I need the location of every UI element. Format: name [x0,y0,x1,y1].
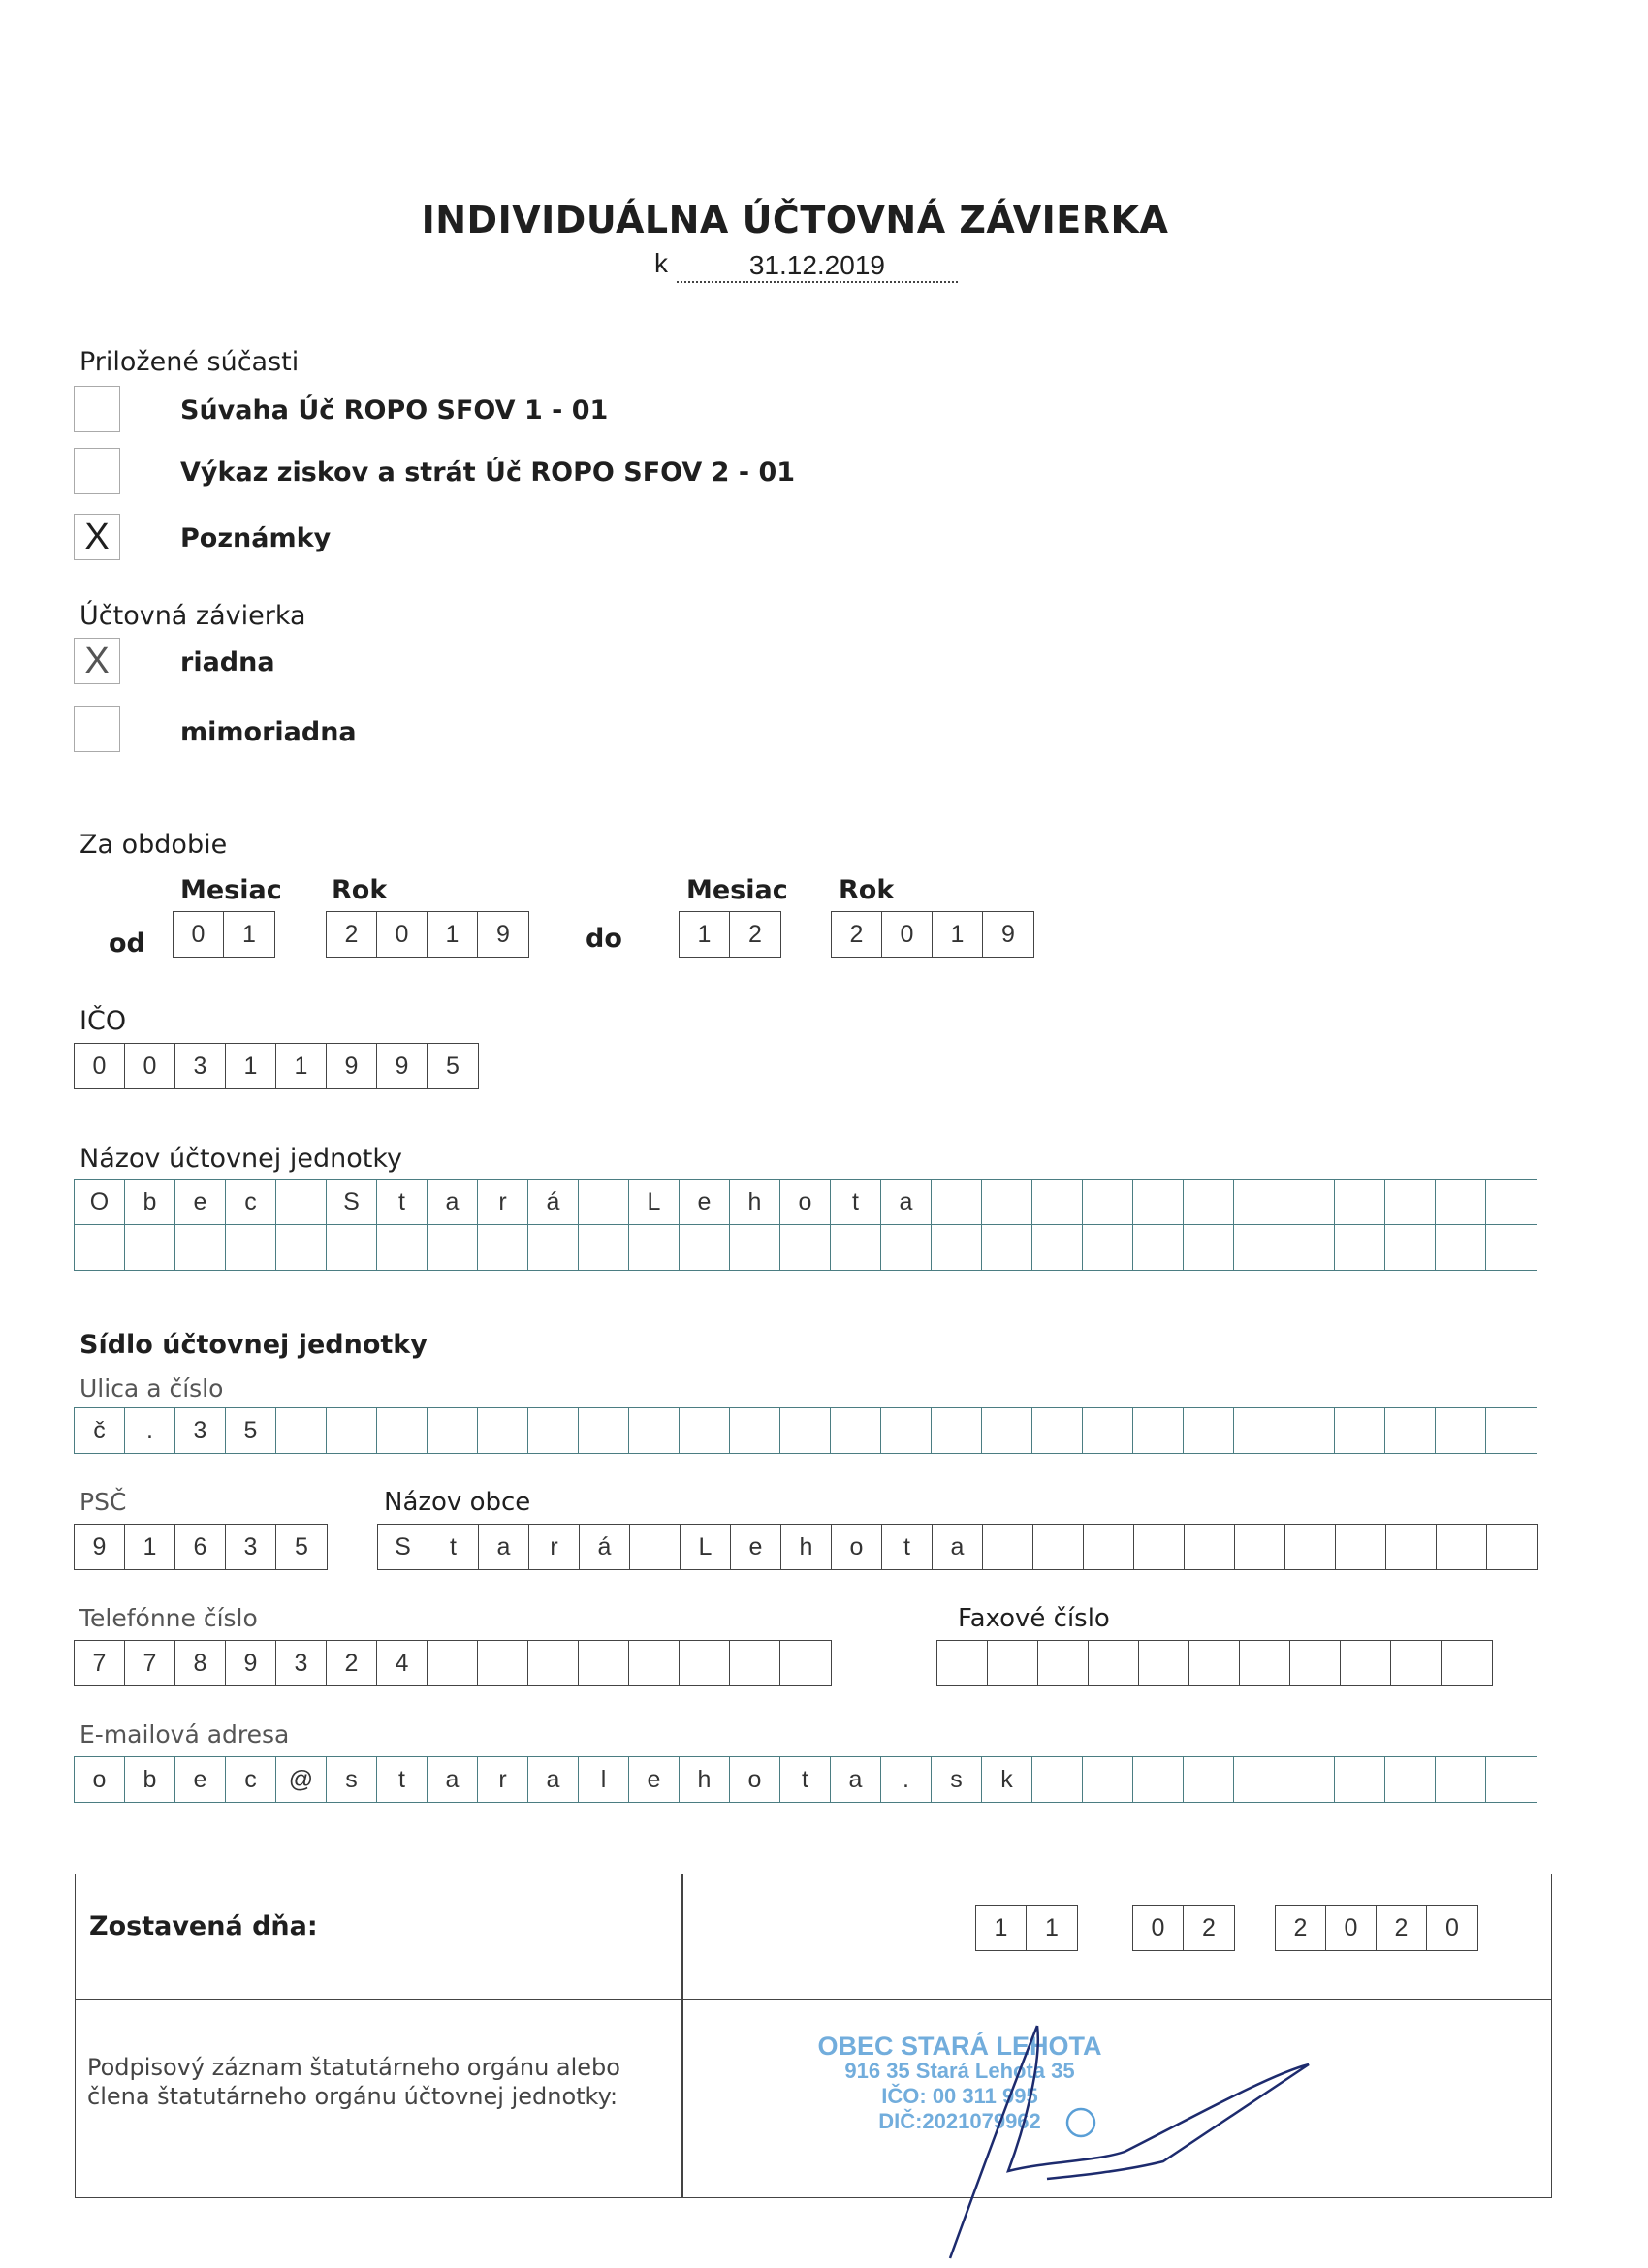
name-label: Názov účtovnej jednotky [79,1144,402,1174]
digit-cell: 0 [174,912,224,957]
city-char-cell [1336,1525,1386,1569]
street-char-cell: č [75,1408,125,1453]
ico-label: IČO [79,1006,127,1036]
email-char-cell [1335,1757,1385,1802]
name-char-cell [276,1225,327,1270]
checkbox-income-statement-label: Výkaz ziskov a strát Úč ROPO SFOV 2 - 01 [180,457,796,488]
street-char-cell [780,1408,831,1453]
digit-cell: 2 [832,912,882,957]
phone-digit-cell: 3 [276,1641,327,1685]
street-char-cell [932,1408,982,1453]
digit-cell: 2 [327,912,377,957]
fax-digit-cell [1240,1641,1290,1685]
phone-digit-cell: 7 [75,1641,125,1685]
street-char-cell [730,1408,780,1453]
from-month-field[interactable] [173,911,275,958]
digit-cell: 0 [377,912,428,957]
fax-label: Faxové číslo [958,1604,1110,1633]
city-char-cell [1386,1525,1437,1569]
name-char-cell [982,1225,1032,1270]
name-char-cell [982,1180,1032,1224]
email-char-cell: k [982,1757,1032,1802]
digit-cell: 2 [1202,1914,1216,1941]
digit-cell: 1 [933,912,983,957]
name-char-cell [579,1180,629,1224]
street-char-cell [377,1408,428,1453]
name-char-cell [680,1225,730,1270]
city-char-cell [1235,1525,1285,1569]
email-char-cell [1385,1757,1436,1802]
email-char-cell [1436,1757,1486,1802]
psc-label: PSČ [79,1488,127,1516]
period-label: Za obdobie [79,830,228,860]
phone-digit-cell: 8 [175,1641,226,1685]
digit-cell: 1 [976,1906,1027,1950]
phone-digit-cell: 2 [327,1641,377,1685]
city-char-cell [1134,1525,1185,1569]
digit-cell: 9 [496,921,510,948]
digit-cell: 0 [882,912,933,957]
name-char-cell: t [831,1180,881,1224]
city-char-cell: h [781,1525,832,1569]
city-char-cell: o [832,1525,882,1569]
digit-cell: 1 [242,921,256,948]
street-char-cell [1133,1408,1184,1453]
name-char-cell: e [175,1180,226,1224]
phone-digit-cell [680,1641,730,1685]
name-char-cell [1184,1225,1234,1270]
email-char-cell [1083,1757,1133,1802]
fax-digit-cell [1290,1641,1341,1685]
to-year-label: Rok [839,875,895,905]
city-char-cell [1185,1525,1235,1569]
fax-digit-cell [1139,1641,1189,1685]
fax-digit-cell [1442,1641,1492,1685]
name-char-cell [1284,1225,1335,1270]
ico-digit-cell: 9 [327,1044,377,1088]
email-char-cell: c [226,1757,276,1802]
name-char-cell [528,1225,579,1270]
phone-label: Telefónne číslo [79,1604,258,1632]
name-char-cell: o [780,1180,831,1224]
street-char-cell [1385,1408,1436,1453]
fax-digit-cell [1341,1641,1391,1685]
phone-field[interactable] [74,1640,832,1686]
street-char-cell [428,1408,478,1453]
fax-digit-cell [937,1641,988,1685]
fax-digit-cell [1189,1641,1240,1685]
compiled-month-field[interactable] [1132,1905,1235,1951]
to-year-field[interactable] [831,911,1034,958]
email-char-cell: r [478,1757,528,1802]
city-char-cell [1084,1525,1134,1569]
name-char-cell: á [528,1180,579,1224]
stamp-line-2: 916 35 Stará Lehota 35 [844,2059,1075,2083]
name-field[interactable] [74,1179,1537,1271]
ico-digit-cell: 0 [75,1044,125,1088]
psc-digit-cell: 1 [125,1525,175,1569]
street-field[interactable] [74,1407,1537,1454]
city-char-cell: t [882,1525,933,1569]
psc-digit-cell: 9 [75,1525,125,1569]
attached-section-label: Priložené súčasti [79,347,300,377]
email-char-cell: b [125,1757,175,1802]
email-label: E-mailová adresa [79,1720,290,1748]
to-month-field[interactable] [679,911,781,958]
name-char-cell: h [730,1180,780,1224]
digit-cell: 1 [680,912,730,957]
street-char-cell [276,1408,327,1453]
email-char-cell: e [629,1757,680,1802]
email-char-cell: t [377,1757,428,1802]
name-char-cell [1234,1225,1284,1270]
checkbox-regular-label: riadna [180,647,275,677]
phone-digit-cell [629,1641,680,1685]
name-char-cell [75,1225,125,1270]
name-char-cell: b [125,1180,175,1224]
digit-cell: 0 [1445,1914,1459,1941]
name-char-cell [428,1225,478,1270]
checkbox-extraordinary[interactable] [74,706,120,752]
signature-label-line-2: člena štatutárneho orgánu účtovnej jednotky: [87,2083,618,2110]
compiled-label: Zostavená dňa: [89,1911,318,1941]
fax-digit-cell [988,1641,1038,1685]
checkbox-extraordinary-label: mimoriadna [180,717,357,747]
digit-cell: 1 [428,912,478,957]
name-char-cell [932,1225,982,1270]
email-char-cell: @ [276,1757,327,1802]
stamp-line-4: DIČ:2021079962 [878,2109,1041,2133]
email-char-cell [1284,1757,1335,1802]
checkbox-balance-sheet[interactable] [74,386,120,432]
digit-cell: 2 [1276,1906,1326,1950]
email-char-cell: a [831,1757,881,1802]
city-field[interactable] [377,1524,1538,1570]
email-char-cell [1234,1757,1284,1802]
street-char-cell [1184,1408,1234,1453]
street-char-cell [831,1408,881,1453]
name-char-cell [1335,1180,1385,1224]
name-char-cell [175,1225,226,1270]
city-char-cell [1285,1525,1336,1569]
from-year-label: Rok [332,875,388,905]
name-char-cell: t [377,1180,428,1224]
name-char-cell: c [226,1180,276,1224]
name-char-cell [1335,1225,1385,1270]
email-char-cell: t [780,1757,831,1802]
psc-digit-cell: 3 [226,1525,276,1569]
city-char-cell [1437,1525,1487,1569]
street-char-cell: 5 [226,1408,276,1453]
checkbox-notes-label: Poznámky [180,523,332,553]
email-char-cell [1184,1757,1234,1802]
name-char-cell [1486,1180,1537,1224]
digit-cell: 2 [1377,1906,1427,1950]
name-char-cell [1385,1225,1436,1270]
digit-cell: 9 [1001,921,1015,948]
phone-digit-cell: 4 [377,1641,428,1685]
ico-digit-cell: 3 [175,1044,226,1088]
city-char-cell [630,1525,681,1569]
name-char-cell: a [428,1180,478,1224]
name-char-cell [1486,1225,1537,1270]
page-title: INDIVIDUÁLNA ÚČTOVNÁ ZÁVIERKA [421,199,1169,241]
to-month-label: Mesiac [686,875,788,905]
name-char-cell: L [629,1180,680,1224]
city-char-cell: t [428,1525,479,1569]
name-char-cell [1436,1180,1486,1224]
name-char-cell [1083,1180,1133,1224]
date-prefix: k [654,248,668,278]
signature-label-line-1: Podpisový záznam štatutárneho orgánu alebo [87,2054,620,2081]
name-char-cell [780,1225,831,1270]
phone-digit-cell [428,1641,478,1685]
fax-digit-cell [1391,1641,1442,1685]
fax-digit-cell [1089,1641,1139,1685]
phone-digit-cell [730,1641,780,1685]
name-char-cell [1133,1180,1184,1224]
stamp-line-3: IČO: 00 311 995 [881,2084,1038,2108]
name-char-cell [377,1225,428,1270]
date-value[interactable]: 31.12.2019 [677,250,958,283]
fax-field[interactable] [936,1640,1493,1686]
phone-digit-cell [478,1641,528,1685]
statement-date [654,247,958,281]
street-char-cell [528,1408,579,1453]
email-char-cell: h [680,1757,730,1802]
email-field[interactable] [74,1756,1537,1803]
name-char-cell: e [680,1180,730,1224]
statement-type-label: Účtovná závierka [79,601,306,631]
name-char-cell [1133,1225,1184,1270]
street-char-cell [1234,1408,1284,1453]
name-char-cell [1436,1225,1486,1270]
psc-digit-cell: 5 [295,1533,308,1560]
street-char-cell [1335,1408,1385,1453]
name-char-cell [125,1225,175,1270]
city-char-cell: r [529,1525,580,1569]
street-char-cell [1284,1408,1335,1453]
handwritten-signature [931,2016,1338,2268]
checkbox-income-statement[interactable] [74,448,120,494]
phone-digit-cell [528,1641,579,1685]
name-char-cell [276,1180,327,1224]
city-char-cell: a [479,1525,529,1569]
email-char-cell [1486,1757,1537,1802]
digit-cell: 1 [1045,1914,1059,1941]
phone-digit-cell [579,1641,629,1685]
name-char-cell [881,1225,932,1270]
name-char-cell [327,1225,377,1270]
street-char-cell [1083,1408,1133,1453]
checkbox-regular[interactable]: X [74,638,120,684]
phone-digit-cell: 9 [226,1641,276,1685]
street-char-cell [579,1408,629,1453]
ico-field[interactable] [74,1043,479,1089]
street-char-cell [478,1408,528,1453]
ico-digit-cell: 5 [446,1053,460,1080]
street-char-cell [680,1408,730,1453]
name-char-cell [478,1225,528,1270]
city-char-cell [983,1525,1033,1569]
name-char-cell [831,1225,881,1270]
name-char-cell [579,1225,629,1270]
city-char-cell: a [933,1525,983,1569]
table-divider [681,1874,683,2197]
phone-digit-cell [780,1641,831,1685]
name-char-cell [730,1225,780,1270]
email-char-cell: o [75,1757,125,1802]
to-label: do [586,924,622,954]
ico-digit-cell: 9 [377,1044,428,1088]
digit-cell: 0 [1133,1906,1184,1950]
digit-cell: 2 [748,921,762,948]
ico-digit-cell: 1 [226,1044,276,1088]
psc-field[interactable] [74,1524,328,1570]
seat-label: Sídlo účtovnej jednotky [79,1330,428,1360]
name-char-cell [629,1225,680,1270]
street-char-cell: 3 [175,1408,226,1453]
from-label: od [109,929,145,959]
name-row-1 [74,1179,1537,1225]
street-char-cell [1486,1408,1537,1453]
city-char-cell: S [378,1525,428,1569]
email-char-cell: s [327,1757,377,1802]
checkbox-balance-sheet-label: Súvaha Úč ROPO SFOV 1 - 01 [180,395,609,425]
street-char-cell [982,1408,1032,1453]
email-char-cell [1032,1757,1083,1802]
phone-digit-cell: 7 [125,1641,175,1685]
city-char-cell: L [681,1525,731,1569]
name-char-cell: r [478,1180,528,1224]
name-char-cell: a [881,1180,932,1224]
psc-digit-cell: 6 [175,1525,226,1569]
digit-cell: 0 [1326,1906,1377,1950]
compiled-day-field[interactable] [975,1905,1078,1951]
city-char-cell [1487,1525,1537,1569]
street-char-cell [1032,1408,1083,1453]
city-char-cell: á [580,1525,630,1569]
email-char-cell: e [175,1757,226,1802]
name-char-cell [1385,1180,1436,1224]
street-char-cell [629,1408,680,1453]
ico-digit-cell: 0 [125,1044,175,1088]
city-label: Názov obce [384,1488,531,1517]
ico-digit-cell: 1 [276,1044,327,1088]
checkbox-notes[interactable]: X [74,514,120,560]
email-char-cell: l [579,1757,629,1802]
name-char-cell [932,1180,982,1224]
city-char-cell: e [731,1525,781,1569]
signature-label [87,2053,620,2111]
email-char-cell: a [528,1757,579,1802]
street-char-cell: . [125,1408,175,1453]
from-month-label: Mesiac [180,875,282,905]
table-divider [76,1999,1551,2000]
street-char-cell [327,1408,377,1453]
name-char-cell [1032,1180,1083,1224]
street-label: Ulica a číslo [79,1374,224,1402]
name-char-cell [1284,1180,1335,1224]
email-char-cell: . [881,1757,932,1802]
street-char-cell [1436,1408,1486,1453]
name-char-cell [1032,1225,1083,1270]
name-char-cell [1184,1180,1234,1224]
name-row-2 [74,1225,1537,1271]
name-char-cell: S [327,1180,377,1224]
name-char-cell [1083,1225,1133,1270]
email-char-cell [1133,1757,1184,1802]
from-year-field[interactable] [326,911,529,958]
email-char-cell: s [932,1757,982,1802]
name-char-cell [226,1225,276,1270]
name-char-cell [1234,1180,1284,1224]
name-char-cell: O [75,1180,125,1224]
email-char-cell: a [428,1757,478,1802]
fax-digit-cell [1038,1641,1089,1685]
email-char-cell: o [730,1757,780,1802]
street-char-cell [881,1408,932,1453]
stamp-line-1: OBEC STARÁ LEHOTA [817,2032,1102,2061]
city-char-cell [1033,1525,1084,1569]
compiled-year-field[interactable] [1275,1905,1478,1951]
